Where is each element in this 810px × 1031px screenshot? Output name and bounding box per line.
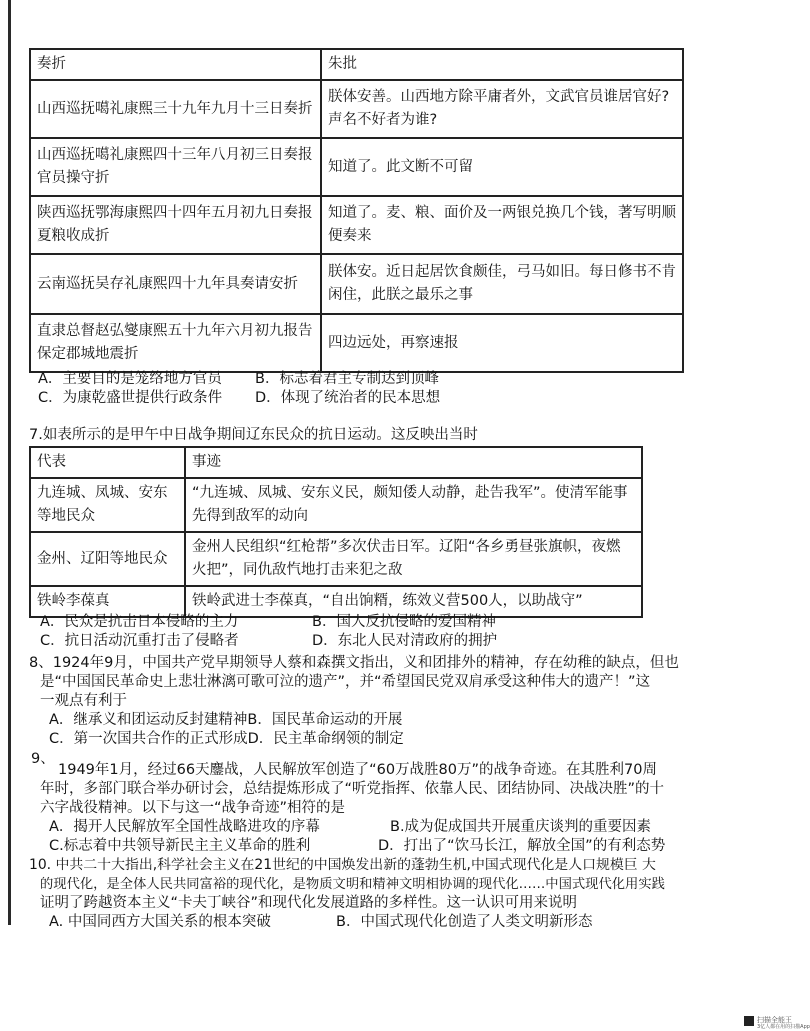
table-cell: 山西巡抚噶礼康熙四十三年八月初三日奏报官员操守折 [30, 138, 321, 196]
events-table [29, 446, 643, 618]
table-cell: 金州、辽阳等地民众 [30, 532, 185, 586]
table-cell: “九连城、凤城、安东义民，颇知倭人动静，赴告我军”。使清军能事先得到敌军的动向 [185, 478, 642, 532]
q7-option-c: C．抗日活动沉重打击了侵略者 [40, 633, 239, 649]
header-cell: 事迹 [185, 447, 642, 478]
q6-option-b: B．标志着君主专制达到顶峰 [255, 371, 439, 387]
table-cell: 陕西巡抚鄂海康熙四十四年五月初九日奏报夏粮收成折 [30, 196, 321, 254]
q6-option-a: A．主要目的是笼络地方官员 [38, 371, 222, 387]
table-cell: 直隶总督赵弘燮康熙五十九年六月初九报告保定郡城地震折 [30, 314, 321, 372]
table-row [30, 478, 642, 532]
q9-option-d: D．打出了“饮马长江，解放全国”的有利态势 [378, 838, 666, 854]
q9-option-b: B.成为促成国共开展重庆谈判的重要因素 [390, 819, 652, 835]
table-header-row [30, 49, 683, 80]
q7-stem: 7.如表所示的是甲午中日战争期间辽东民众的抗日运动。这反映出当时 [29, 427, 478, 443]
header-cell: 代表 [30, 447, 185, 478]
table-cell: 金州人民组织“红枪帮”多次伏击日军。辽阳“各乡勇昼张旗帜，夜燃火把”，同仇敌忾地打击来犯之敌 [185, 532, 642, 586]
q9-line-3: 六字战役精神。以下与这一“战争奇迹”相符的是 [40, 800, 346, 816]
table-row [30, 532, 642, 586]
table-cell: 九连城、凤城、安东等地民众 [30, 478, 185, 532]
q7-option-a: A．民众是抗击日本侵略的主力 [40, 614, 239, 630]
table-cell: 知道了。此文断不可留 [321, 138, 683, 196]
scanner-watermark: 扫描全能王 [757, 1016, 792, 1024]
table-row [30, 80, 683, 138]
table-cell: 朕体安。近日起居饮食颇佳，弓马如旧。每日修书不肯闲住，此朕之最乐之事 [321, 254, 683, 314]
table-row [30, 314, 683, 372]
q10-line-1: 10. 中共二十大指出,科学社会主义在21世纪的中国焕发出新的蓬勃生机,中国式现代化是人口规模巨 大 [29, 857, 656, 873]
table-cell: 四边远处，再察速报 [321, 314, 683, 372]
q6-option-c: C．为康乾盛世提供行政条件 [38, 390, 223, 406]
q10-line-2: 的现代化，是全体人民共同富裕的现代化，是物质文明和精神文明相协调的现代化……中国式现代化用实践 [40, 877, 665, 892]
table-cell: 山西巡抚噶礼康熙三十九年九月十三日奏折 [30, 80, 321, 138]
table-cell: 云南巡抚吴存礼康熙四十九年具奏请安折 [30, 254, 321, 314]
left-margin-line [8, 0, 11, 925]
q8-line-2: 是“中国国民革命史上悲壮淋漓可歌可泣的遗产”，并“希望国民党双肩承受这种伟大的遗产！”这 [40, 674, 651, 690]
q6-option-d: D．体现了统治者的民本思想 [255, 390, 441, 406]
q10-option-b: B．中国式现代化创造了人类文明新形态 [336, 914, 593, 930]
q9-number: 9、 [31, 751, 55, 767]
q9-line-2: 年时，多部门联合举办研讨会，总结提炼形成了“听党指挥、依靠人民、团结协同、决战决胜”的十 [40, 781, 665, 797]
q9-option-a: A．揭开人民解放军全国性战略进攻的序幕 [49, 819, 320, 835]
q10-line-3: 证明了跨越资本主义“卡夫丁峡谷”和现代化发展道路的多样性。这一认识可用来说明 [40, 895, 578, 911]
q10-option-a: A. 中国同西方大国关系的根本突破 [49, 914, 271, 930]
q7-option-d: D．东北人民对清政府的拥护 [312, 633, 498, 649]
q9-line-1: 1949年1月，经过66天鏖战，人民解放军创造了“60万战胜80万”的战争奇迹。在其胜利70周 [58, 762, 657, 778]
table-row [30, 196, 683, 254]
header-cell: 奏折 [30, 49, 321, 80]
q8-line-3: 一观点有利于 [40, 693, 127, 709]
table-cell: 朕体安善。山西地方除平庸者外，文武官员谁居官好?声名不好者为谁? [321, 80, 683, 138]
table-row [30, 254, 683, 314]
table-cell: 铁岭李葆真 [30, 586, 185, 617]
scanner-logo-icon [744, 1016, 754, 1026]
memorial-table [29, 48, 684, 373]
q8-option-cd: C．第一次国共合作的正式形成D．民主革命纲领的制定 [49, 731, 404, 747]
header-cell: 朱批 [321, 49, 683, 80]
q7-option-b: B．国人反抗侵略的爱国精神 [312, 614, 496, 630]
table-cell: 知道了。麦、粮、面价及一两银兑换几个钱，著写明顺便奏来 [321, 196, 683, 254]
q8-line-1: 8、1924年9月，中国共产党早期领导人蔡和森撰文指出，义和团排外的精神，存在幼稚的缺点，但也 [29, 655, 679, 671]
table-row [30, 138, 683, 196]
q8-option-ab: A．继承义和团运动反封建精神B．国民革命运动的开展 [49, 712, 403, 728]
q9-option-c: C.标志着中共领导新民主主义革命的胜利 [49, 838, 311, 854]
scanner-watermark-subtext: 3亿人都在用的扫描App [757, 1024, 810, 1030]
table-header-row [30, 447, 642, 478]
table-cell: 铁岭武进士李葆真，“自出饷糈，练效义营500人，以助战守” [185, 586, 642, 617]
